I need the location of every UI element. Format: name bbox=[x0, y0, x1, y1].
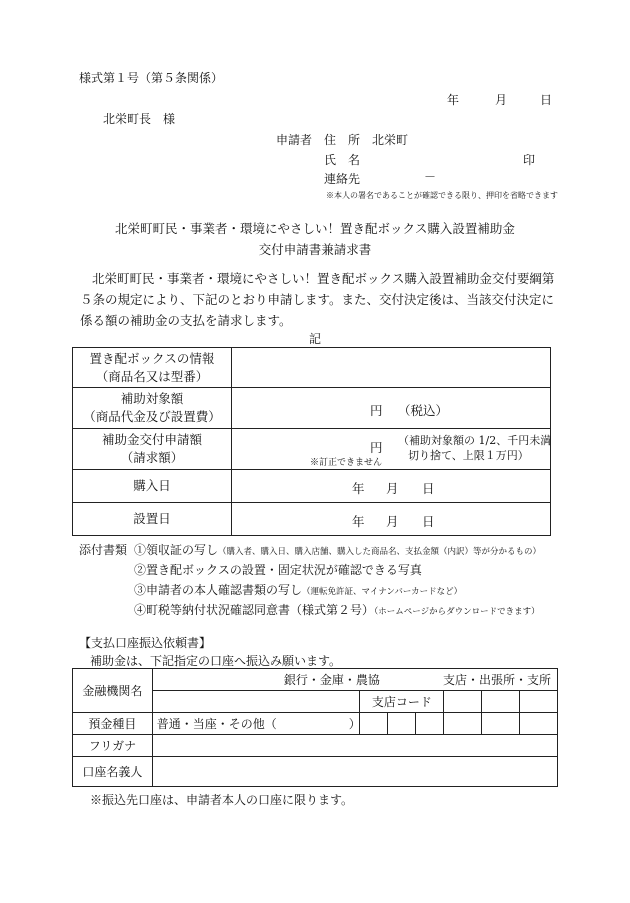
account-holder-label: 口座名義人 bbox=[73, 757, 153, 787]
request-amount-yen: 円 bbox=[370, 440, 383, 455]
subsidy-target-field[interactable] bbox=[232, 388, 551, 429]
install-date-month: 月 bbox=[386, 514, 399, 529]
request-amount-label-line2: （請求額） bbox=[120, 450, 184, 465]
seal-mark: 印 bbox=[523, 153, 536, 167]
row-request-amount bbox=[73, 429, 551, 470]
request-amount-note-line2: 切り捨て、上限１万円） bbox=[408, 449, 529, 462]
institution-blank bbox=[152, 691, 360, 713]
applicant-label: 申請者 bbox=[276, 133, 313, 147]
account-type-options[interactable]: 普通・当座・その他（ ） bbox=[152, 713, 360, 735]
row-install-date bbox=[73, 503, 551, 536]
subsidy-target-label bbox=[73, 388, 232, 429]
bank-table bbox=[72, 668, 558, 787]
form-title-line1: 北栄町町民・事業者・環境にやさしい！置き配ボックス購入設置補助金 bbox=[115, 221, 515, 236]
account-type-label: 預金種目 bbox=[73, 713, 153, 735]
install-date-year: 年 bbox=[352, 514, 365, 529]
attachment-item-1 bbox=[134, 541, 541, 558]
install-date-day: 日 bbox=[422, 514, 435, 529]
account-number-digit-4[interactable] bbox=[444, 713, 482, 735]
institution-label: 金融機関名 bbox=[73, 669, 153, 713]
attachment-4-main: ④町税等納付状況確認同意書（様式第２号） bbox=[134, 603, 375, 617]
attachment-3-main: ③申請者の本人確認書類の写し bbox=[134, 583, 303, 597]
form-title-line2: 交付申請書兼請求書 bbox=[258, 242, 372, 257]
purchase-date-field[interactable] bbox=[232, 470, 551, 503]
account-number-digit-3[interactable] bbox=[416, 713, 444, 735]
bank-instruction: 補助金は、下記指定の口座へ振込み願います。 bbox=[90, 654, 342, 668]
date-month: 月 bbox=[495, 93, 508, 107]
install-date-field[interactable] bbox=[232, 503, 551, 536]
seal-omission-note: ※本人の署名であることが確認できる限り、押印を省略できます bbox=[326, 191, 558, 200]
request-amount-note-line1: （補助対象額の 1/2、千円未満 bbox=[398, 434, 552, 447]
account-number-digit-1[interactable] bbox=[360, 713, 388, 735]
request-amount-label-line1: 補助金交付申請額 bbox=[101, 432, 202, 447]
attachment-3-note: （運転免許証、マイナンバーカードなど） bbox=[302, 587, 463, 597]
attachment-item-3 bbox=[134, 581, 462, 598]
institution-name-field[interactable] bbox=[152, 669, 388, 691]
box-info-field[interactable] bbox=[232, 348, 551, 388]
subsidy-target-yen: 円 bbox=[370, 403, 383, 418]
attachments-label: 添付書類 bbox=[79, 543, 128, 557]
bank-row-holder bbox=[73, 757, 558, 787]
purchase-date-label: 購入日 bbox=[73, 470, 232, 503]
bank-row-account-type bbox=[73, 713, 558, 735]
attachment-item-2 bbox=[134, 561, 422, 578]
request-amount-label bbox=[73, 429, 232, 470]
attachment-item-4 bbox=[134, 601, 540, 618]
branch-code-digit-2[interactable] bbox=[482, 691, 520, 713]
branch-code-digit-1[interactable] bbox=[444, 691, 482, 713]
attachment-2-main: ②置き配ボックスの設置・固定状況が確認できる写真 bbox=[134, 563, 422, 577]
bank-note: ※振込先口座は、申請者本人の口座に限ります。 bbox=[90, 793, 354, 807]
attachment-4-note: （ホームページからダウンロードできます） bbox=[374, 607, 540, 617]
ki-marker: 記 bbox=[309, 332, 322, 346]
bank-row-institution-top bbox=[73, 669, 558, 691]
contact-dash: － bbox=[424, 170, 437, 184]
branch-code-label: 支店コード bbox=[360, 691, 444, 713]
address-value: 北栄町 bbox=[372, 133, 409, 147]
install-date-label: 設置日 bbox=[73, 503, 232, 536]
branch-name-field[interactable] bbox=[388, 669, 558, 691]
branch-types: 支店・出張所・支所 bbox=[442, 673, 551, 687]
account-number-digit-6[interactable] bbox=[520, 713, 558, 735]
institution-types: 銀行・金庫・農協 bbox=[283, 673, 380, 687]
application-table bbox=[72, 347, 551, 536]
no-correction-note: ※訂正できません bbox=[310, 458, 383, 468]
furigana-label: フリガナ bbox=[73, 735, 153, 757]
account-holder-field[interactable] bbox=[152, 757, 557, 787]
attachment-1-note: （購入者、購入日、購入店舗、購入した商品名、支払金額（内訳）等が分かるもの） bbox=[218, 547, 542, 557]
addressee: 北栄町長 様 bbox=[103, 112, 176, 126]
name-label: 氏 名 bbox=[324, 153, 361, 167]
subsidy-target-label-line1: 補助対象額 bbox=[120, 391, 184, 406]
row-subsidy-target bbox=[73, 388, 551, 429]
purchase-date-year: 年 bbox=[352, 481, 365, 496]
box-info-label-line2: （商品名又は型番） bbox=[95, 368, 209, 384]
furigana-field[interactable] bbox=[152, 735, 557, 757]
address-label: 住 所 bbox=[324, 133, 361, 147]
contact-label: 連絡先 bbox=[324, 172, 361, 186]
purchase-date-day: 日 bbox=[422, 481, 435, 496]
bank-row-furigana bbox=[73, 735, 558, 757]
purchase-date-month: 月 bbox=[386, 481, 399, 496]
account-number-digit-2[interactable] bbox=[388, 713, 416, 735]
box-info-label bbox=[73, 348, 232, 388]
branch-code-digit-3[interactable] bbox=[520, 691, 558, 713]
request-amount-field[interactable] bbox=[232, 429, 551, 470]
bank-heading: 【支払口座振込依頼書】 bbox=[79, 636, 212, 650]
subsidy-target-tax: （税込） bbox=[398, 403, 449, 418]
form-number: 様式第１号（第５条関係） bbox=[79, 71, 224, 85]
row-box-info bbox=[73, 348, 551, 388]
body-paragraph: 北栄町町民・事業者・環境にやさしい！置き配ボックス購入設置補助金交付要綱第５条の規定により、下記のとおり申請します。また、交付決定後は、当該交付決定に係る額の補助金の支払を請求します。 bbox=[80, 271, 555, 328]
date-year: 年 bbox=[447, 93, 460, 107]
date-day: 日 bbox=[540, 93, 553, 107]
attachment-1-main: ①領収証の写し bbox=[134, 543, 219, 557]
box-info-label-line1: 置き配ボックスの情報 bbox=[89, 350, 215, 366]
row-purchase-date bbox=[73, 470, 551, 503]
account-number-digit-5[interactable] bbox=[482, 713, 520, 735]
subsidy-target-label-line2: （商品代金及び設置費） bbox=[83, 409, 221, 424]
